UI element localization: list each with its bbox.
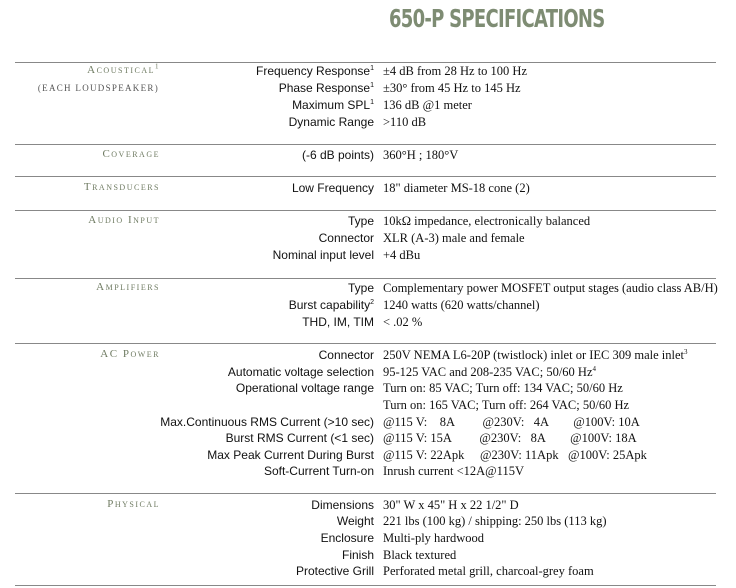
spec-label: Type <box>347 214 374 228</box>
spec-row <box>0 431 736 448</box>
spec-label: Frequency Response$^1$ <box>256 64 374 78</box>
spec-value: Inrush current <12A@115V <box>383 464 524 478</box>
spec-label: Burst capability$^2$ <box>288 298 374 312</box>
spec-value: Complementary power MOSFET output stages (audio class AB/H) <box>383 281 718 295</box>
spec-row <box>0 315 736 332</box>
spec-label: Weight <box>336 514 374 528</box>
spec-value: @115 V: 8A @230V: 4A @100V: 10A <box>383 415 640 429</box>
section-divider <box>15 144 716 145</box>
section-name-ac-power: AC Power <box>100 348 160 360</box>
spec-value: < .02 % <box>383 315 423 329</box>
spec-label: Automatic voltage selection <box>227 365 374 379</box>
spec-value: Black textured <box>383 548 457 562</box>
page-title: 650-P SPECIFICATIONS <box>389 4 605 33</box>
spec-value: XLR (A-3) male and female <box>383 231 525 245</box>
spec-label: Operational voltage range <box>235 381 374 395</box>
spec-value: 18" diameter MS-18 cone (2) <box>383 181 530 195</box>
section-divider <box>15 585 716 586</box>
section-name-amplifiers: Amplifiers <box>96 281 160 293</box>
section-divider <box>15 210 716 211</box>
spec-row <box>0 498 736 515</box>
section-name-audio-input: Audio Input <box>88 214 160 226</box>
section-name-physical: Physical <box>107 498 160 510</box>
spec-value: 360°H ; 180°V <box>383 148 459 162</box>
spec-value: Multi-ply hardwood <box>383 531 485 545</box>
spec-label: Enclosure <box>320 531 374 545</box>
spec-row <box>0 148 736 165</box>
spec-label: Connector <box>318 231 374 245</box>
spec-row <box>0 398 736 415</box>
spec-value: 221 lbs (100 kg) / shipping: 250 lbs (113 kg) <box>383 514 607 528</box>
spec-value: 250V NEMA L6-20P (twistlock) inlet or IEC 309 male inlet$^3$ <box>383 347 688 362</box>
section-name-acoustical: Acoustical$^1$ <box>87 62 160 76</box>
spec-row <box>0 98 736 115</box>
spec-value: ±30° from 45 Hz to 145 Hz <box>383 81 521 95</box>
spec-row <box>0 181 736 198</box>
section-divider <box>15 62 716 63</box>
spec-value: Perforated metal grill, charcoal-grey foam <box>383 564 594 578</box>
spec-label: Protective Grill <box>295 564 374 578</box>
spec-label: Phase Response$^1$ <box>278 81 374 95</box>
spec-value: Turn on: 165 VAC; Turn off: 264 VAC; 50/60 Hz <box>383 398 630 412</box>
spec-value: 10kΩ impedance, electronically balanced <box>383 214 591 228</box>
spec-value: ±4 dB from 28 Hz to 100 Hz <box>383 64 527 78</box>
spec-label: Type <box>347 281 374 295</box>
spec-label: Max.Continuous RMS Current (>10 sec) <box>160 415 374 429</box>
spec-row <box>0 214 736 231</box>
spec-label: Nominal input level <box>272 248 374 262</box>
spec-label: Maximum SPL$^1$ <box>292 98 374 112</box>
spec-row <box>0 281 736 298</box>
spec-row <box>0 531 736 548</box>
section-name-transducers: Transducers <box>83 181 160 193</box>
section-subtitle: (EACH LOUDSPEAKER) <box>37 83 159 93</box>
spec-row <box>0 548 736 565</box>
section-divider <box>15 176 716 177</box>
section-divider <box>15 278 716 279</box>
spec-row <box>0 348 736 365</box>
spec-value: @115 V: 15A @230V: 8A @100V: 18A <box>383 431 637 445</box>
spec-row <box>0 365 736 382</box>
spec-label: (-6 dB points) <box>301 148 374 162</box>
spec-value: 136 dB @1 meter <box>383 98 472 112</box>
section-divider <box>15 493 716 494</box>
section-name-coverage: Coverage <box>102 148 160 160</box>
spec-value: 30" W x 45" H x 22 1/2" D <box>383 498 519 512</box>
spec-value: +4 dBu <box>383 248 421 262</box>
spec-label: Dimensions <box>311 498 374 512</box>
spec-label: Max Peak Current During Burst <box>207 448 374 462</box>
spec-row <box>0 298 736 315</box>
spec-label: Soft-Current Turn-on <box>263 464 374 478</box>
spec-row <box>0 248 736 265</box>
spec-label: Finish <box>341 548 374 562</box>
spec-row <box>0 514 736 531</box>
spec-value: 95-125 VAC and 208-235 VAC; 50/60 Hz$^4$ <box>383 364 597 379</box>
spec-label: Connector <box>318 348 374 362</box>
spec-value: 1240 watts (620 watts/channel) <box>383 298 540 312</box>
spec-label: Burst RMS Current (<1 sec) <box>225 431 374 445</box>
spec-value: @115 V: 22Apk @230V: 11Apk @100V: 25Apk <box>383 448 647 462</box>
spec-row <box>0 564 736 581</box>
spec-value: Turn on: 85 VAC; Turn off: 134 VAC; 50/60 Hz <box>383 381 623 395</box>
spec-row <box>0 415 736 432</box>
spec-value: >110 dB <box>383 115 427 129</box>
spec-row <box>0 448 736 465</box>
spec-label: Dynamic Range <box>288 115 374 129</box>
spec-row <box>0 231 736 248</box>
spec-row <box>0 381 736 398</box>
spec-label: THD, IM, TIM <box>302 315 374 329</box>
spec-row <box>0 464 736 481</box>
spec-row <box>0 64 736 81</box>
spec-label: Low Frequency <box>291 181 374 195</box>
spec-row <box>0 115 736 132</box>
section-divider <box>15 343 716 344</box>
spec-row <box>0 81 736 98</box>
